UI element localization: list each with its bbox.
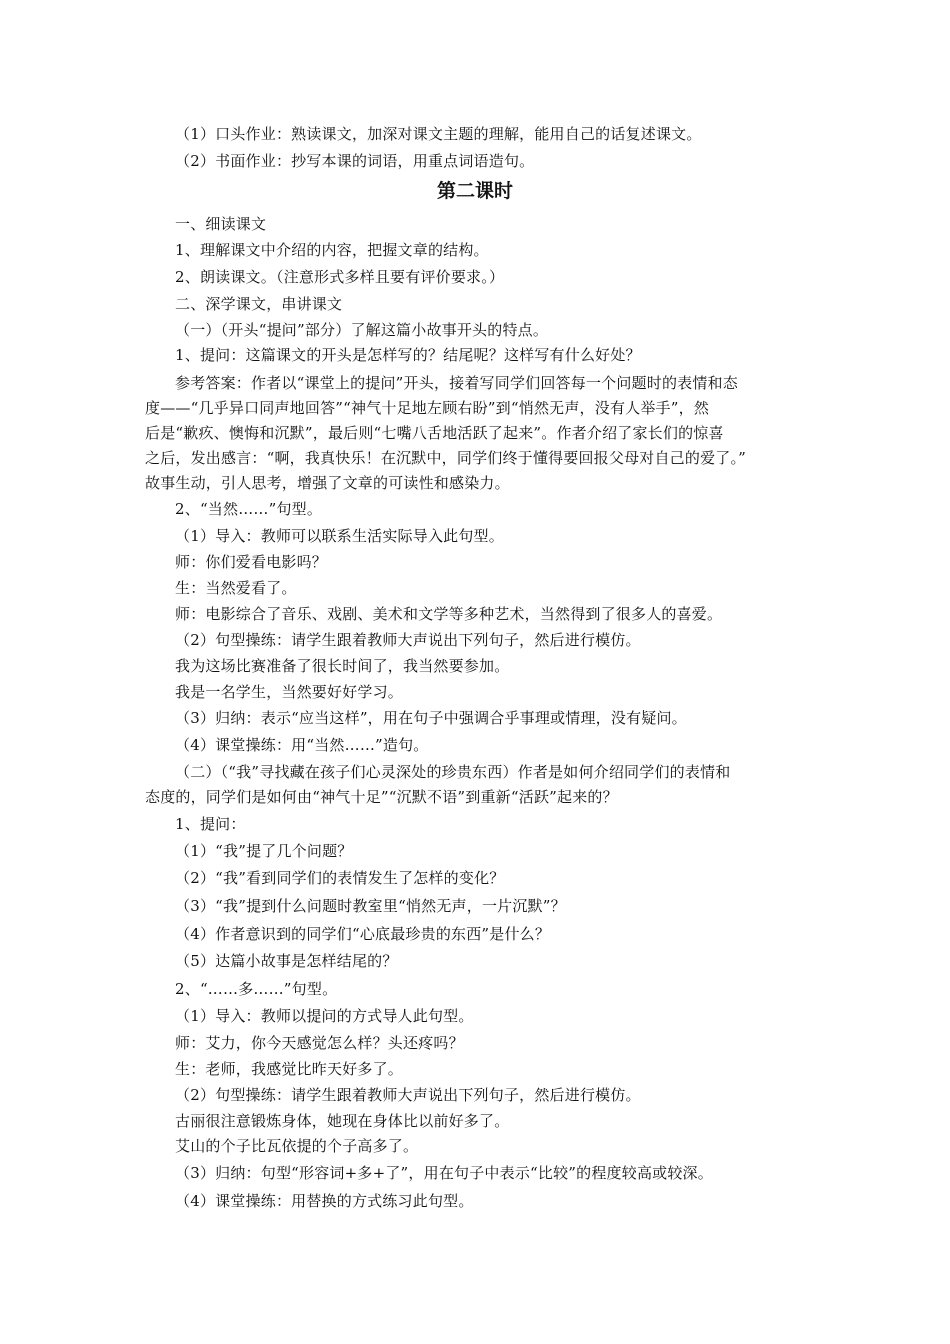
- paragraph-line: 一、细读课文: [175, 215, 267, 233]
- paragraph-line: （4）课堂操练：用替换的方式练习此句型。: [175, 1192, 474, 1210]
- paragraph-line: （2）书面作业：抄写本课的词语，用重点词语造句。: [175, 152, 535, 170]
- paragraph-line: 参考答案：作者以“课堂上的提问”开头，接着写同学们回答每一个问题时的表情和态: [175, 374, 738, 392]
- paragraph-line: 2、“当然……”句型。: [175, 500, 323, 518]
- paragraph-line: 1、提问：这篇课文的开头是怎样写的？结尾呢？这样写有什么好处？: [175, 346, 641, 364]
- paragraph-line: （一）（开头“提问”部分）了解这篇小故事开头的特点。: [175, 321, 549, 339]
- paragraph-line: 态度的，同学们是如何由“神气十足”“沉默不语”到重新“活跃”起来的？: [145, 788, 618, 806]
- paragraph-line: 师：你们爱看电影吗？: [175, 553, 328, 571]
- paragraph-line: （4）课堂操练：用“当然……”造句。: [175, 736, 429, 754]
- paragraph-line: 生：老师，我感觉比昨天好多了。: [175, 1060, 404, 1078]
- paragraph-line: 1、理解课文中介绍的内容，把握文章的结构。: [175, 241, 489, 259]
- section-title: 第二课时: [436, 180, 513, 202]
- paragraph-line: （4）作者意识到的同学们“心底最珍贵的东西”是什么？: [175, 925, 551, 943]
- paragraph-line: 2、“……多……”句型。: [175, 980, 338, 998]
- paragraph-line: 1、提问：: [175, 815, 246, 833]
- paragraph-line: 生：当然爱看了。: [175, 579, 297, 597]
- paragraph-line: （1）口头作业：熟读课文，加深对课文主题的理解，能用自己的话复述课文。: [175, 125, 702, 143]
- paragraph-line: 度——“几乎异口同声地回答”“神气十足地左顾右盼”到“悄然无声，没有人举手”，然: [145, 399, 710, 417]
- paragraph-line: 艾山的个子比瓦依提的个子高多了。: [175, 1137, 419, 1155]
- paragraph-line: （1）导入：教师可以联系生活实际导入此句型。: [175, 527, 504, 545]
- paragraph-line: （3）归纳：表示“应当这样”，用在句子中强调合乎事理或情理，没有疑问。: [175, 709, 687, 727]
- paragraph-line: 我是一名学生，当然要好好学习。: [175, 683, 404, 701]
- paragraph-line: （2）句型操练：请学生跟着教师大声说出下列句子，然后进行模仿。: [175, 631, 641, 649]
- paragraph-line: （1）导入：教师以提问的方式导人此句型。: [175, 1007, 474, 1025]
- paragraph-line: （1）“我”提了几个问题？: [175, 842, 353, 860]
- paragraph-line: 二、深学课文，串讲课文: [175, 295, 343, 313]
- paragraph-line: （二）（“我”寻找藏在孩子们心灵深处的珍贵东西）作者是如何介绍同学们的表情和: [175, 763, 731, 781]
- paragraph-line: （3）“我”提到什么问题时教室里“悄然无声，一片沉默”？: [175, 897, 566, 915]
- paragraph-line: （2）“我”看到同学们的表情发生了怎样的变化？: [175, 869, 505, 887]
- paragraph-line: 我为这场比赛准备了很长时间了，我当然要参加。: [175, 657, 510, 675]
- paragraph-line: 后是“歉疚、懊悔和沉默”，最后则“七嘴八舌地活跃了起来”。作者介绍了家长们的惊喜: [145, 424, 724, 442]
- paragraph-line: （5）达篇小故事是怎样结尾的？: [175, 952, 398, 970]
- paragraph-line: 之后，发出感言：“啊，我真快乐！在沉默中，同学们终于懂得要回报父母对自己的爱了。”: [145, 449, 747, 467]
- paragraph-line: 古丽很注意锻炼身体，她现在身体比以前好多了。: [175, 1112, 510, 1130]
- paragraph-line: 师：电影综合了音乐、戏剧、美术和文学等多种艺术，当然得到了很多人的喜爱。: [175, 605, 723, 623]
- paragraph-line: 师：艾力，你今天感觉怎么样？头还疼吗？: [175, 1034, 464, 1052]
- paragraph-line: 故事生动，引人思考，增强了文章的可读性和感染力。: [145, 474, 510, 492]
- paragraph-line: （2）句型操练：请学生跟着教师大声说出下列句子，然后进行模仿。: [175, 1086, 641, 1104]
- paragraph-line: （3）归纳：句型“形容词+多+了”，用在句子中表示“比较”的程度较高或较深。: [175, 1164, 713, 1182]
- paragraph-line: 2、朗读课文。（注意形式多样且要有评价要求。）: [175, 268, 505, 286]
